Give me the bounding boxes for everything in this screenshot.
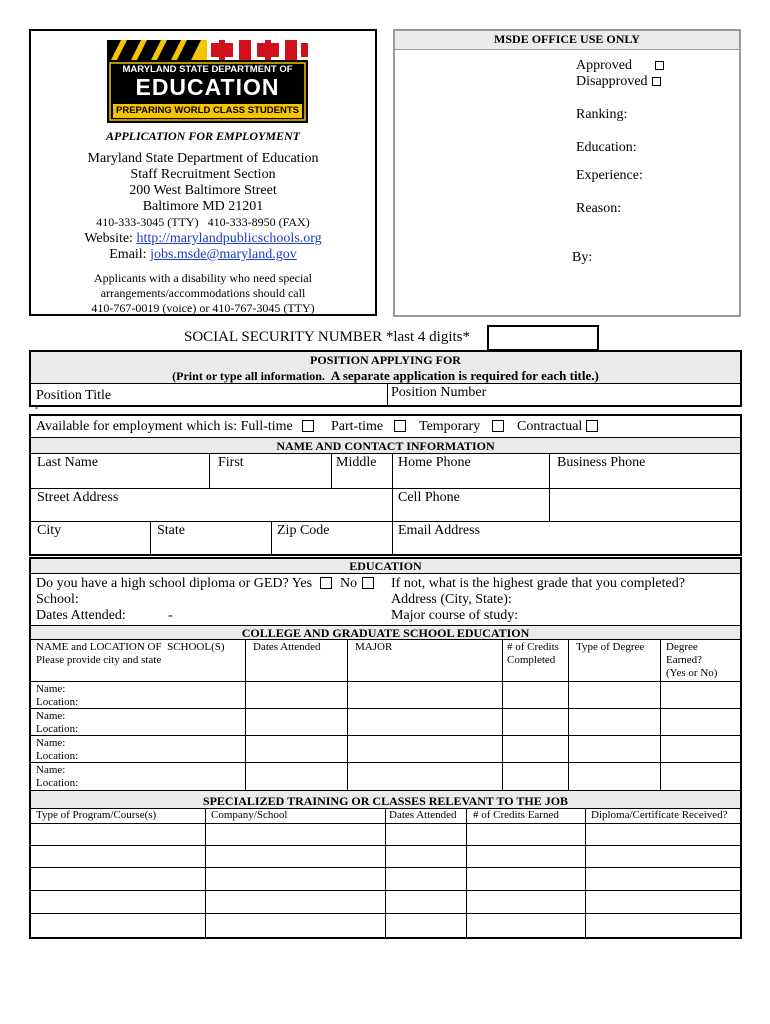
website-label: Website:: [84, 231, 137, 246]
zip-code-label: Zip Code: [277, 523, 330, 538]
college-row-location: Location:: [36, 723, 79, 735]
college-row-location: Location:: [36, 750, 79, 762]
by-label: By:: [572, 250, 593, 265]
college-col-credits-b: Completed: [507, 654, 556, 666]
part-time-checkbox[interactable]: [394, 420, 406, 432]
email-address-label: Email Address: [398, 523, 481, 538]
training-col-program: Type of Program/Course(s): [36, 809, 157, 821]
position-instruction-b: A separate application is required for each title.): [330, 368, 599, 383]
college-col-name-b: Please provide city and state: [36, 654, 162, 666]
cell-phone-input[interactable]: [395, 506, 547, 520]
training-col-dates: Dates Attended: [389, 809, 457, 821]
org-street: 200 West Baltimore Street: [129, 183, 277, 198]
position-instruction: [31, 369, 740, 382]
experience-label: Experience:: [576, 168, 643, 183]
email-address-input[interactable]: [395, 539, 738, 553]
training-row[interactable]: [33, 847, 738, 866]
email-link[interactable]: jobs.msde@maryland.gov: [150, 247, 297, 262]
college-row-name: Name:: [36, 764, 66, 776]
diploma-question: Do you have a high school diploma or GED? Yes: [36, 576, 313, 591]
form-title: APPLICATION FOR EMPLOYMENT: [105, 129, 300, 143]
business-phone-input[interactable]: [552, 472, 738, 486]
dates-dash: -: [168, 608, 173, 623]
training-row[interactable]: [33, 915, 738, 936]
middle-name-input[interactable]: [334, 472, 390, 486]
city-label: City: [37, 523, 62, 538]
zip-code-input[interactable]: [274, 539, 390, 553]
college-col-name-a: NAME and LOCATION OF SCHOOL(S): [36, 641, 225, 653]
disapproved-checkbox[interactable]: [652, 77, 661, 86]
contractual-label: Contractual: [517, 419, 583, 434]
street-address-input[interactable]: [33, 506, 390, 520]
office-use-title: MSDE OFFICE USE ONLY: [494, 32, 640, 46]
disability-line3: 410-767-0019 (voice) or 410-767-3045 (TTY): [91, 301, 315, 315]
ssn-input[interactable]: [487, 325, 599, 351]
position-title-header: POSITION APPLYING FOR: [310, 353, 461, 367]
college-col-dates: Dates Attended: [253, 641, 321, 653]
street-address-label: Street Address: [37, 490, 119, 505]
college-title: COLLEGE AND GRADUATE SCHOOL EDUCATION: [241, 626, 530, 640]
college-row-location: Location:: [36, 696, 79, 708]
home-phone-input[interactable]: [395, 472, 547, 486]
diploma-no-checkbox[interactable]: [362, 577, 374, 589]
school-label: School:: [36, 592, 79, 607]
position-title-input[interactable]: [150, 385, 382, 405]
training-row[interactable]: [33, 825, 738, 844]
college-col-credits-a: # of Credits: [507, 641, 559, 653]
logo-line2: EDUCATION: [135, 74, 280, 100]
training-title: SPECIALIZED TRAINING OR CLASSES RELEVANT TO THE JOB: [202, 794, 569, 808]
email-label: Email:: [109, 247, 151, 262]
cell-phone-label: Cell Phone: [398, 490, 460, 505]
training-col-credits: # of Credits Earned: [473, 809, 559, 821]
first-name-input[interactable]: [212, 472, 329, 486]
college-col-degree-type: Type of Degree: [576, 641, 645, 653]
disability-line2: arrangements/accommodations should call: [100, 286, 306, 300]
approved-label: Approved: [576, 58, 632, 73]
college-row-location: Location:: [36, 777, 79, 789]
website-link[interactable]: http://marylandpublicschools.org: [136, 231, 322, 246]
reason-label: Reason:: [576, 201, 622, 216]
org-phones: 410-333-3045 (TTY) 410-333-8950 (FAX): [96, 215, 310, 229]
education-title: EDUCATION: [349, 559, 422, 573]
org-name: Maryland State Department of Education: [87, 151, 319, 166]
position-title-label: Position Title: [36, 388, 112, 403]
logo-line1: MARYLAND STATE DEPARTMENT OF: [122, 64, 293, 75]
training-col-company: Company/School: [211, 809, 288, 821]
training-col-diploma: Diploma/Certificate Received?: [591, 809, 728, 821]
part-time-label: Part-time: [331, 419, 384, 434]
temporary-checkbox[interactable]: [492, 420, 504, 432]
college-row-name: Name:: [36, 710, 66, 722]
city-input[interactable]: [33, 539, 148, 553]
contact-title: NAME AND CONTACT INFORMATION: [276, 439, 495, 453]
first-name-label: First: [218, 455, 244, 470]
ranking-label: Ranking:: [576, 107, 628, 122]
org-city: Baltimore MD 21201: [142, 199, 264, 214]
ssn-label: SOCIAL SECURITY NUMBER *last 4 digits*: [184, 329, 470, 345]
org-section: Staff Recruitment Section: [130, 167, 276, 182]
email-line: [31, 248, 375, 262]
state-label: State: [157, 523, 185, 538]
last-name-input[interactable]: [33, 472, 207, 486]
approved-checkbox[interactable]: [655, 61, 664, 70]
diploma-yes-checkbox[interactable]: [320, 577, 332, 589]
disapproved-label: Disapproved: [576, 74, 648, 89]
availability-label: Available for employment which is: Full-time: [36, 419, 293, 434]
major-study-label: Major course of study:: [391, 608, 519, 623]
contractual-checkbox[interactable]: [586, 420, 598, 432]
training-row[interactable]: [33, 892, 738, 912]
business-phone-label: Business Phone: [557, 455, 646, 470]
last-name-label: Last Name: [37, 455, 99, 470]
education-review-label: Education:: [576, 140, 637, 155]
highest-grade-label: If not, what is the highest grade that you completed?: [391, 576, 685, 591]
position-number-label: Position Number: [391, 385, 487, 400]
position-mark: *: [35, 407, 38, 413]
dates-attended-label: Dates Attended:: [36, 608, 126, 623]
diploma-no-label: No: [340, 576, 358, 591]
college-col-earned-c: (Yes or No): [666, 667, 718, 679]
college-col-major: MAJOR: [355, 641, 393, 653]
middle-name-label: Middle: [336, 455, 377, 470]
logo-line3: PREPARING WORLD CLASS STUDENTS: [116, 105, 299, 116]
college-row-name: Name:: [36, 683, 66, 695]
office-use-box: [393, 29, 741, 317]
college-col-earned-b: Earned?: [666, 654, 703, 666]
full-time-checkbox[interactable]: [302, 420, 314, 432]
training-row[interactable]: [33, 869, 738, 889]
college-row-name: Name:: [36, 737, 66, 749]
position-instruction-a: (Print or type all information.: [172, 369, 331, 383]
msde-logo: [107, 40, 308, 123]
home-phone-label: Home Phone: [398, 455, 471, 470]
state-input[interactable]: [153, 539, 269, 553]
temporary-label: Temporary: [419, 419, 481, 434]
school-address-label: Address (City, State):: [391, 592, 512, 607]
website-line: [31, 232, 375, 246]
college-col-earned-a: Degree: [666, 641, 698, 653]
disability-line1: Applicants with a disability who need special: [94, 271, 312, 285]
position-number-input[interactable]: [492, 385, 737, 405]
